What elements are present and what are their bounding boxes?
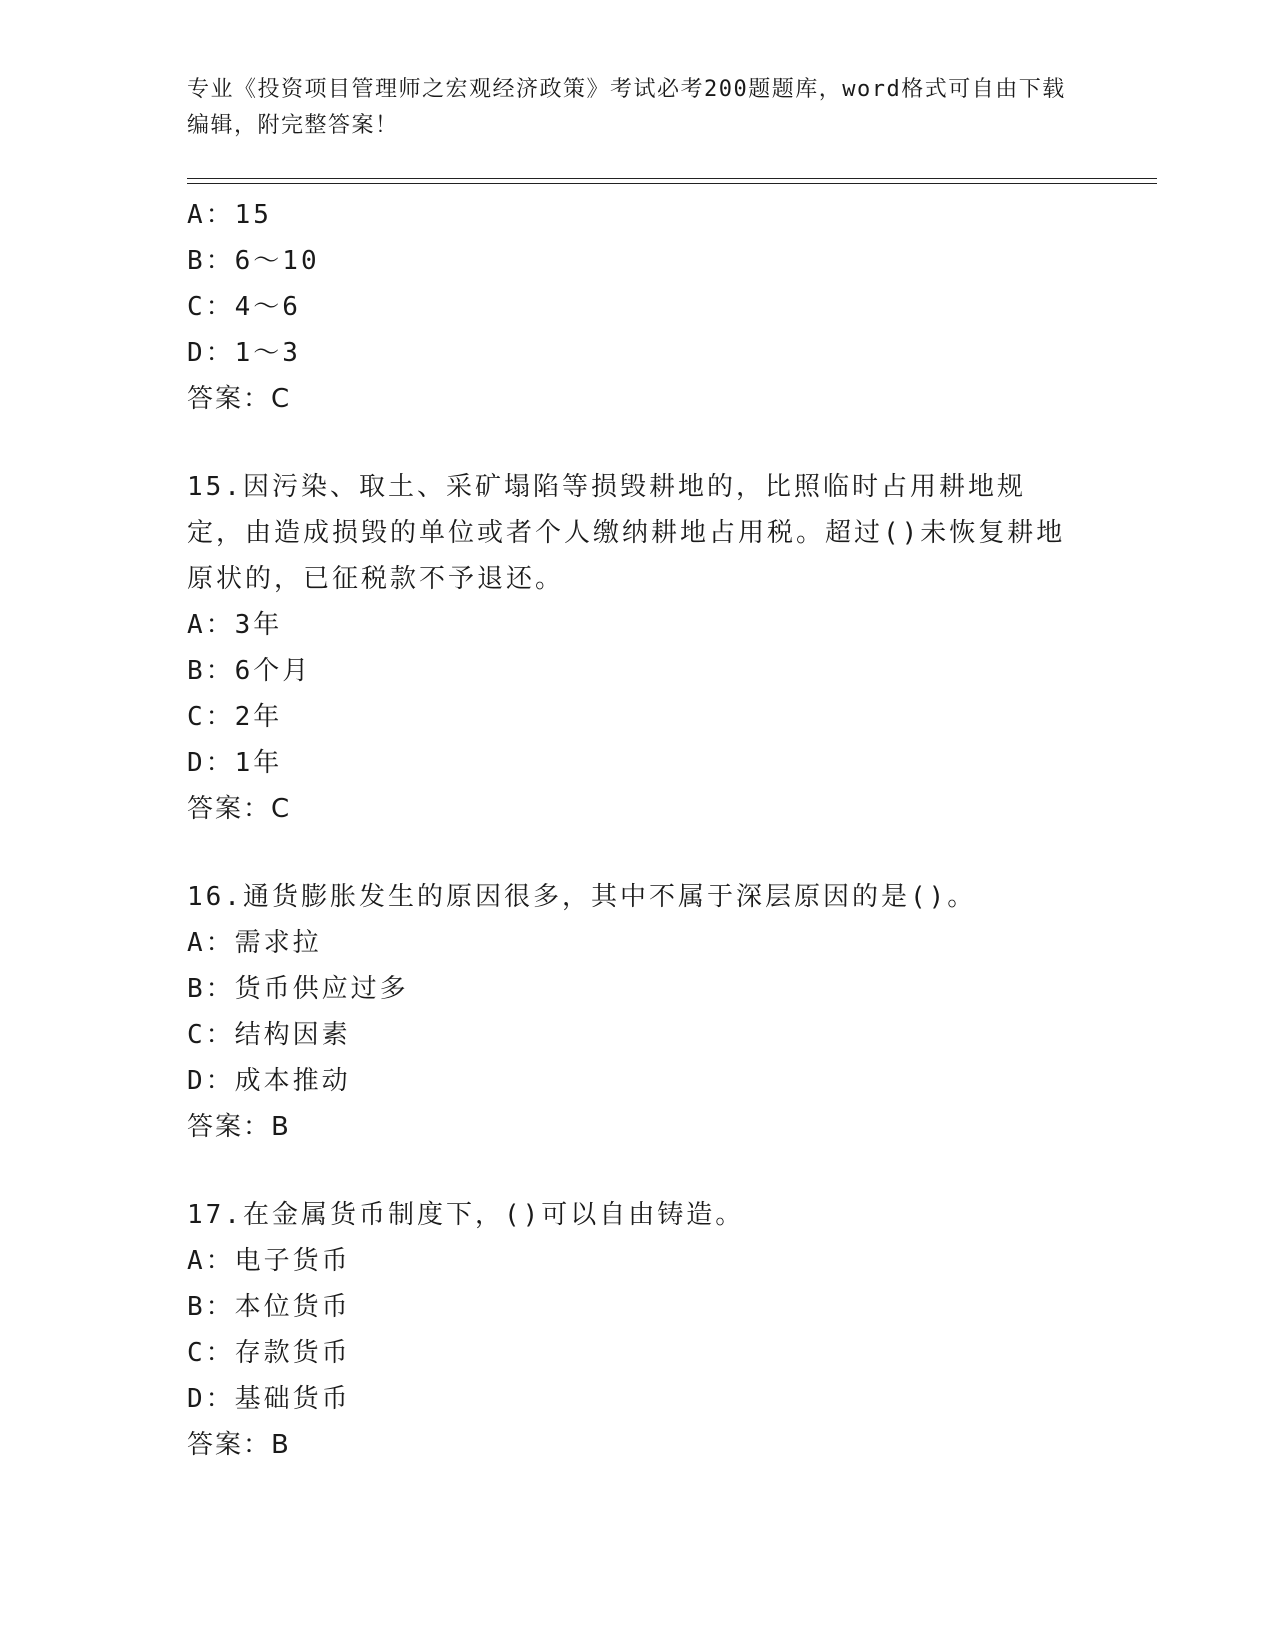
answer-line: 答案：C	[187, 384, 292, 414]
option-a: A：电子货币	[187, 1246, 351, 1276]
option-b: B：本位货币	[187, 1292, 351, 1322]
option-b: B：货币供应过多	[187, 974, 409, 1004]
question-stem: 16.通货膨胀发生的原因很多，其中不属于深层原因的是()。	[187, 882, 977, 912]
option-d: D：1～3	[187, 338, 301, 368]
question-stem: 17.在金属货币制度下，()可以自由铸造。	[187, 1200, 745, 1230]
option-a: A：需求拉	[187, 928, 322, 958]
option-c: C：存款货币	[187, 1338, 351, 1368]
document-header: 专业《投资项目管理师之宏观经济政策》考试必考200题题库，word格式可自由下载编辑，附完整答案！	[187, 77, 1066, 138]
answer-line: 答案：B	[187, 1430, 291, 1460]
document-page	[187, 0, 1157, 1650]
option-c: C：结构因素	[187, 1020, 351, 1050]
answer-line: 答案：C	[187, 794, 292, 824]
header-divider	[187, 178, 1157, 184]
question-14-remainder	[187, 192, 1067, 422]
option-a: A：15	[187, 200, 272, 230]
question-16	[187, 874, 1067, 1150]
option-d: D：成本推动	[187, 1066, 351, 1096]
option-d: D：1年	[187, 748, 283, 778]
option-a: A：3年	[187, 610, 283, 640]
question-17	[187, 1192, 1067, 1468]
option-c: C：4～6	[187, 292, 301, 322]
question-15	[187, 464, 1067, 832]
option-c: C：2年	[187, 702, 283, 732]
question-stem: 15.因污染、取土、采矿塌陷等损毁耕地的，比照临时占用耕地规定，由造成损毁的单位或者个人缴纳耕地占用税。超过()未恢复耕地原状的，已征税款不予退还。	[187, 472, 1066, 594]
option-d: D：基础货币	[187, 1384, 351, 1414]
option-b: B：6～10	[187, 246, 320, 276]
question-list	[187, 192, 1067, 1468]
option-b: B：6个月	[187, 656, 312, 686]
answer-line: 答案：B	[187, 1112, 291, 1142]
